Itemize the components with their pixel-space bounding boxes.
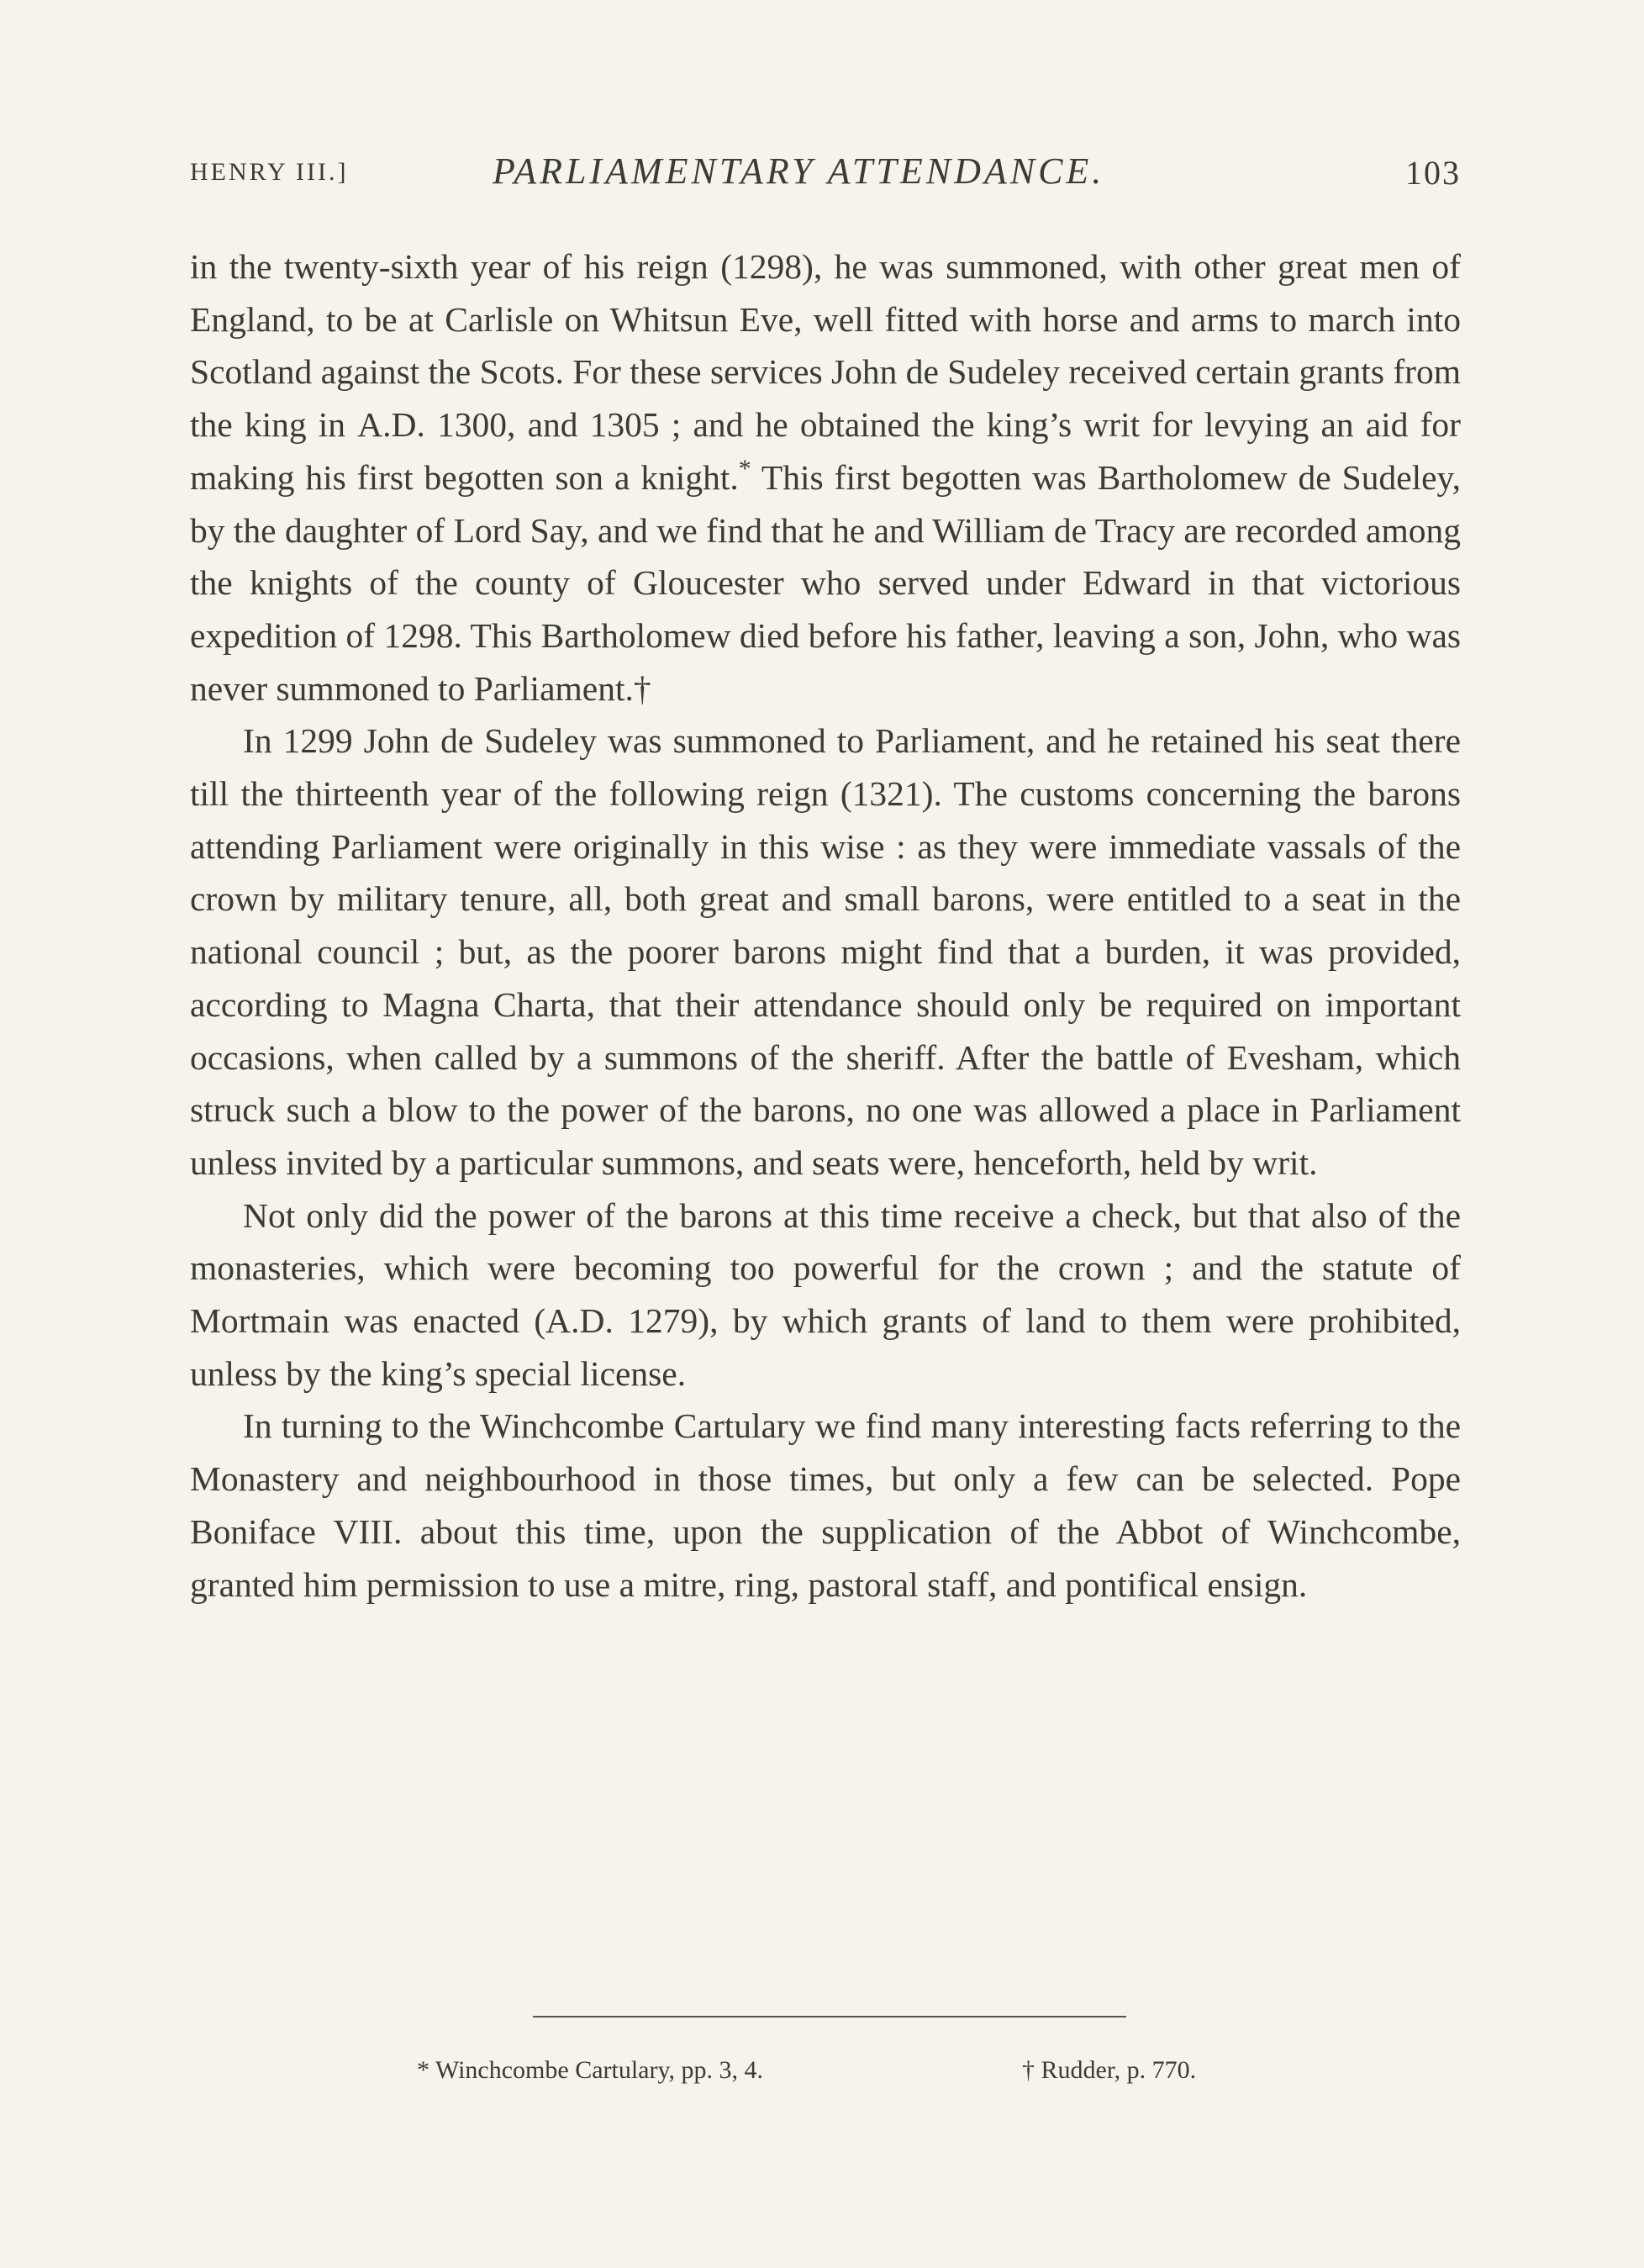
anno-domini-abbrev: A.D. [545,1301,614,1341]
paragraph-1-text-c: This first begotten was Bartholomew de Sudeley, by the daughter of Lord Say, and we find that he and William de Tracy are recorded among the knights of the county of Gloucester who served under Edward in that victorious expedition of 1298. This Bartholomew died before his father, leaving a son, John, who was never summoned to Parliament. [190,457,1462,708]
paragraph-1 [190,240,1461,715]
footnote-mark-dagger: † [633,668,651,708]
running-head [190,150,1461,200]
paragraph-1-text-b: 1300, and 1305 ; and he obtained the king’s writ for levying an aid for making his first begotten son a knight. [190,405,1462,497]
paragraph-2: In 1299 John de Sudeley was summoned to Parliament, and he retained his seat there till the thirteenth year of the following reign (1321). The customs concerning the barons attending Parliament were originally in this wise : as they were immediate vassals of the crown by military tenure, all, both great and small barons, were entitled to a seat in the national council ; but, as the poorer barons might find that a burden, it was provided, according to Magna Charta, that their attendance should only be required on important occasions, when called by a summons of the sheriff. After the battle of Evesham, which struck such a blow to the power of the barons, no one was allowed a place in Parliament unless invited by a particular summons, and seats were, henceforth, held by writ. [190,721,1461,1182]
paragraph-3-text-a: Not only did the power of the barons at this time receive a check, but that also of the monasteries, which were becoming too powerful for the crown ; and the statute of Mortmain was enacted ( [190,1195,1461,1341]
footnote-1: * Winchcombe Cartulary, pp. 3, 4. [417,2056,764,2084]
paragraph-1-text-a: in the twenty-sixth year of his reign (1298), he was summoned, with other great men of England, to be at Carlisle on Whitsun Eve, well fitted with horse and arms to march into Scotland against the Scots. For these services John de Sudeley received certain grants from the king in [190,247,1462,445]
page-number: 103 [1405,154,1461,192]
running-head-section: HENRY III.] [190,158,349,186]
body-text [190,240,1461,1611]
footnote-mark-asterisk: * [738,454,751,483]
paragraph-3-text-b: 1279), by which grants of land to them were prohibited, unless by the king’s special license. [190,1301,1461,1393]
footnotes [417,2056,1274,2098]
anno-domini-abbrev: A.D. [357,405,425,445]
footnote-2: † Rudder, p. 770. [1022,2056,1197,2084]
footnote-rule [533,2016,1126,2017]
paragraph-3 [190,1189,1461,1400]
running-head-title: PARLIAMENTARY ATTENDANCE. [493,150,1105,192]
paragraph-4: In turning to the Winchcombe Cartulary we find many interesting facts referring to the Monastery and neighbourhood in those times, but only a few can be selected. Pope Boniface VIII. about this time, upon the supplication of the Abbot of Winchcombe, granted him permission to use a mitre, ring, pastoral staff, and pontifical ensign. [190,1406,1461,1604]
